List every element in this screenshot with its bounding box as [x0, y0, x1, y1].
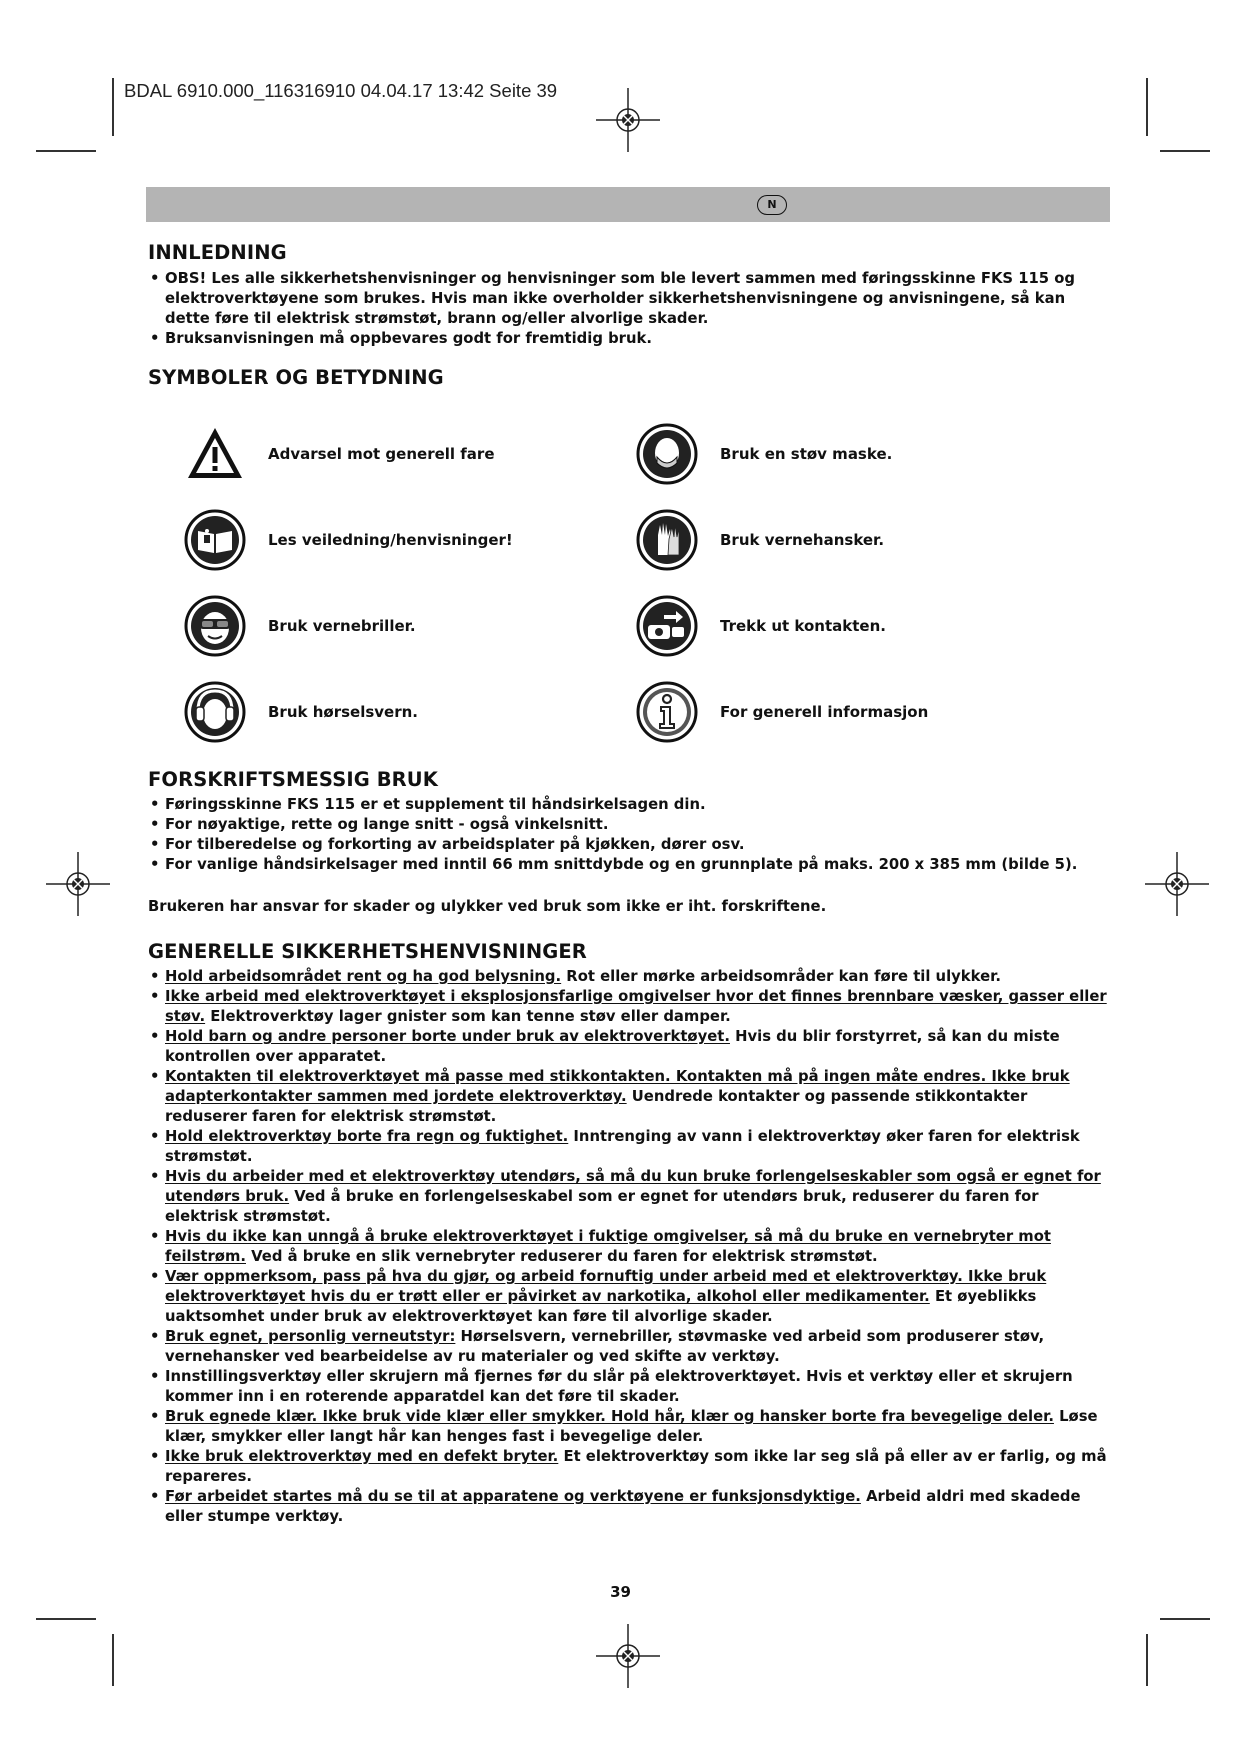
- language-badge: N: [757, 195, 787, 215]
- list-item: [148, 1127, 1108, 1167]
- safety-list: [148, 967, 1108, 1527]
- registration-mark-icon: [46, 852, 110, 916]
- rule-explanation: Løse klær, smykker eller langt hår kan henges fast i bevegelige deler.: [165, 1408, 1098, 1445]
- underlined-rule: Hold elektroverktøy borte fra regn og fuktighet.: [165, 1128, 569, 1145]
- symbol-item: [184, 411, 636, 497]
- underlined-rule: Ikke arbeid med elektroverktøyet i eksplosjonsfarlige omgivelser hvor det finnes brennbare væsker, gasser eller støv.: [165, 988, 1107, 1025]
- symbol-item: [636, 583, 1088, 669]
- safety-goggles-icon: [184, 595, 246, 657]
- list-item: • Bruksanvisningen må oppbevares godt for fremtidig bruk.: [148, 329, 1108, 349]
- crop-mark: [112, 1634, 114, 1686]
- underlined-rule: Hold arbeidsområdet rent og ha god belysning.: [165, 968, 562, 985]
- symbol-label: For generell informasjon: [720, 703, 929, 721]
- section-title-symbols: SYMBOLER OG BETYDNING: [148, 366, 444, 389]
- language-bar: [146, 187, 1110, 222]
- symbol-label: Advarsel mot generell fare: [268, 445, 495, 463]
- rule-explanation: Rot eller mørke arbeidsområder kan føre til ulykker.: [561, 968, 1001, 985]
- rule-explanation: Inntrenging av vann i elektroverktøy øker faren for elektrisk strømstøt.: [165, 1128, 1080, 1165]
- underlined-rule: Kontakten til elektroverktøyet må passe med stikkontakten. Kontakten må på ingen måte endres. Ikke bruk adapterkontakter sammen med jordete elektroverktøy.: [165, 1068, 1070, 1105]
- rule-explanation: Hvis du blir forstyrret, så kan du miste kontrollen over apparatet.: [165, 1028, 1060, 1065]
- symbol-label: Trekk ut kontakten.: [720, 617, 886, 635]
- list-item: [148, 987, 1108, 1027]
- rule-explanation: Et øyeblikks uaktsomhet under bruk av elektroverktøyet kan føre til alvorlige skader.: [165, 1288, 1037, 1325]
- crop-mark: [112, 78, 114, 136]
- rule-explanation: Ved å bruke en forlengelseskabel som er egnet for utendørs bruk, reduserer du faren for elektrisk strømstøt.: [165, 1188, 1039, 1225]
- symbol-grid: [184, 411, 1108, 755]
- rule-explanation: Hørselsvern, vernebriller, støvmaske ved arbeid som produserer støv, vernehansker ved bearbeidelse av ru materialer og ved skifte av verktøy.: [165, 1328, 1045, 1365]
- symbol-label: Bruk vernebriller.: [268, 617, 416, 635]
- list-item: [148, 1327, 1108, 1367]
- symbol-item: [636, 669, 1088, 755]
- symbol-label: Bruk en støv maske.: [720, 445, 893, 463]
- symbol-item: [184, 583, 636, 669]
- symbol-label: Bruk hørselsvern.: [268, 703, 418, 721]
- symbol-item: [636, 411, 1088, 497]
- underlined-rule: Hvis du arbeider med et elektroverktøy utendørs, så må du kun bruke forlengelseskabler som også er egnet for utendørs bruk.: [165, 1168, 1101, 1205]
- page-content: [148, 238, 1108, 1527]
- list-item: • For vanlige håndsirkelsager med inntil 66 mm snittdybde og en grunnplate på maks. 200 x 385 mm (bilde 5).: [148, 855, 1108, 875]
- info-icon: [636, 681, 698, 743]
- rule-explanation: Innstillingsverktøy eller skrujern må fjernes før du slår på elektroverktøyet. Hvis et verktøy eller et skrujern kommer inn i en roterende apparatdel kan det føre til skader.: [165, 1368, 1073, 1405]
- list-item: [148, 1027, 1108, 1067]
- registration-mark-icon: [596, 1624, 660, 1688]
- list-item: [148, 1447, 1108, 1487]
- symbol-label: Bruk vernehansker.: [720, 531, 885, 549]
- warning-triangle-icon: [184, 423, 246, 485]
- list-item: [148, 967, 1108, 987]
- list-item: • For nøyaktige, rette og lange snitt - også vinkelsnitt.: [148, 815, 1108, 835]
- page-number: 39: [610, 1583, 631, 1601]
- section-title-intro: INNLEDNING: [148, 241, 287, 264]
- rule-explanation: Elektroverktøy lager gnister som kan tenne støv eller damper.: [205, 1008, 731, 1025]
- crop-mark: [1146, 1634, 1148, 1686]
- list-item: [148, 1227, 1108, 1267]
- list-item: • OBS! Les alle sikkerhetshenvisninger og henvisninger som ble levert sammen med føringsskinne FKS 115 og elektroverktøyene som brukes. Hvis man ikke overholder sikkerhetshenvisningene og anvisningene, så kan dette føre til elektrisk strømstøt, brann og/eller alvorlige skader.: [148, 269, 1108, 329]
- rule-explanation: Ved å bruke en slik vernebryter reduserer du faren for elektrisk strømstøt.: [246, 1248, 878, 1265]
- crop-mark: [1146, 78, 1148, 136]
- rule-explanation: Et elektroverktøy som ikke lar seg slå på eller av er farlig, og må repareres.: [165, 1448, 1107, 1485]
- list-item: • Føringsskinne FKS 115 er et supplement til håndsirkelsagen din.: [148, 795, 1108, 815]
- ear-protection-icon: [184, 681, 246, 743]
- list-item: • For tilberedelse og forkorting av arbeidsplater på kjøkken, dører osv.: [148, 835, 1108, 855]
- underlined-rule: Ikke bruk elektroverktøy med en defekt bryter.: [165, 1448, 559, 1465]
- list-item: [148, 1487, 1108, 1527]
- symbol-item: [636, 497, 1088, 583]
- underlined-rule: Bruk egnet, personlig verneutstyr:: [165, 1328, 456, 1345]
- dust-mask-icon: [636, 423, 698, 485]
- registration-mark-icon: [1145, 852, 1209, 916]
- symbol-item: [184, 497, 636, 583]
- section-title-safety: GENERELLE SIKKERHETSHENVISNINGER: [148, 940, 587, 963]
- underlined-rule: Hvis du ikke kan unngå å bruke elektroverktøyet i fuktige omgivelser, så må du bruke en vernebryter mot feilstrøm.: [165, 1228, 1051, 1265]
- list-item: [148, 1067, 1108, 1127]
- symbol-item: [184, 669, 636, 755]
- rule-explanation: Uendrede kontakter og passende stikkontakter reduserer faren for elektrisk strømstøt.: [165, 1088, 1028, 1125]
- section-title-usage: FORSKRIFTSMESSIG BRUK: [148, 768, 438, 791]
- unplug-icon: [636, 595, 698, 657]
- list-item: [148, 1367, 1108, 1407]
- read-manual-icon: [184, 509, 246, 571]
- crop-mark: [36, 150, 96, 152]
- responsibility-note: Brukeren har ansvar for skader og ulykker ved bruk som ikke er iht. forskriftene.: [148, 898, 827, 915]
- underlined-rule: Vær oppmerksom, pass på hva du gjør, og arbeid fornuftig under arbeid med et elektroverktøy. Ikke bruk elektroverktøyet hvis du er trøtt eller er påvirket av narkotika, alkohol eller medikamenter.: [165, 1268, 1047, 1305]
- underlined-rule: Bruk egnede klær. Ikke bruk vide klær eller smykker. Hold hår, klær og hansker borte fra bevegelige deler.: [165, 1408, 1054, 1425]
- gloves-icon: [636, 509, 698, 571]
- list-item: [148, 1267, 1108, 1327]
- print-slug: BDAL 6910.000_116316910 04.04.17 13:42 Seite 39: [124, 80, 558, 101]
- rule-explanation: Arbeid aldri med skadede eller stumpe verktøy.: [165, 1488, 1081, 1525]
- crop-mark: [36, 1618, 96, 1620]
- registration-mark-icon: [596, 88, 660, 152]
- crop-mark: [1160, 150, 1210, 152]
- list-item: [148, 1167, 1108, 1227]
- underlined-rule: Hold barn og andre personer borte under bruk av elektroverktøyet.: [165, 1028, 730, 1045]
- symbol-label: Les veiledning/henvisninger!: [268, 531, 513, 549]
- intro-list: [148, 269, 1108, 349]
- list-item: [148, 1407, 1108, 1447]
- usage-list: [148, 795, 1108, 875]
- underlined-rule: Før arbeidet startes må du se til at apparatene og verktøyene er funksjonsdyktige.: [165, 1488, 861, 1505]
- crop-mark: [1160, 1618, 1210, 1620]
